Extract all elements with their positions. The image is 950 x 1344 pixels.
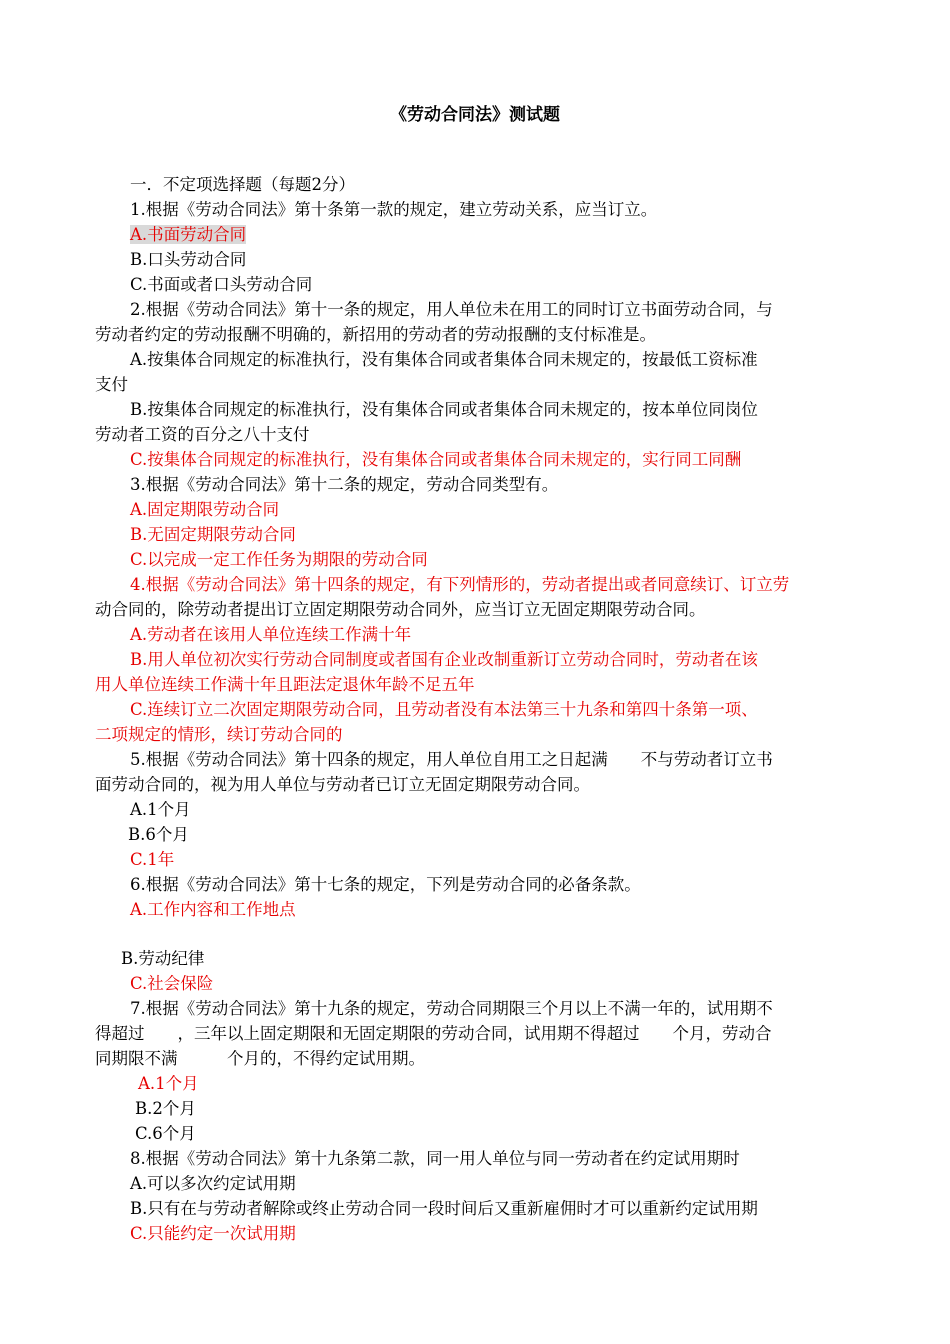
q2-option-b-cont: 劳动者工资的百分之八十支付 bbox=[95, 425, 310, 444]
q2-option-c: C.按集体合同规定的标准执行，没有集体合同或者集体合同未规定的，实行同工同酬 bbox=[130, 450, 742, 469]
question-7-cont-1: 得超过 ，三年以上固定期限和无固定期限的劳动合同，试用期不得超过 个月，劳动合 bbox=[95, 1024, 772, 1043]
question-7: 7.根据《劳动合同法》第十九条的规定，劳动合同期限三个月以上不满一年的，试用期不 bbox=[130, 999, 773, 1018]
q7-option-c: C.6个月 bbox=[135, 1124, 196, 1143]
question-3: 3.根据《劳动合同法》第十二条的规定，劳动合同类型有。 bbox=[130, 475, 559, 494]
q6-option-a: A.工作内容和工作地点 bbox=[130, 900, 296, 919]
q2-option-b: B.按集体合同规定的标准执行，没有集体合同或者集体合同未规定的，按本单位同岗位 bbox=[130, 400, 758, 419]
q2-option-a: A.按集体合同规定的标准执行，没有集体合同或者集体合同未规定的，按最低工资标准 bbox=[130, 350, 758, 369]
question-5-cont: 面劳动合同的，视为用人单位与劳动者已订立无固定期限劳动合同。 bbox=[95, 775, 590, 794]
q5-option-a: A.1个月 bbox=[130, 800, 191, 819]
q2-option-a-cont: 支付 bbox=[95, 375, 128, 394]
q1-option-c: C.书面或者口头劳动合同 bbox=[130, 275, 313, 294]
question-2-cont: 劳动者约定的劳动报酬不明确的，新招用的劳动者的劳动报酬的支付标准是。 bbox=[95, 325, 656, 344]
question-4-cont: 动合同的，除劳动者提出订立固定期限劳动合同外，应当订立无固定期限劳动合同。 bbox=[95, 600, 706, 619]
question-7-cont-2: 同期限不满 个月的，不得约定试用期。 bbox=[95, 1049, 425, 1068]
q6-option-b: B.劳动纪律 bbox=[121, 949, 205, 968]
question-6: 6.根据《劳动合同法》第十七条的规定，下列是劳动合同的必备条款。 bbox=[130, 875, 641, 894]
question-8: 8.根据《劳动合同法》第十九条第二款，同一用人单位与同一劳动者在约定试用期时 bbox=[130, 1149, 740, 1168]
question-4-text: 4.根据《劳动合同法》第十四条的规定，有下列情形的，劳动者提出或者同意续订、订立劳 bbox=[130, 575, 790, 594]
question-5: 5.根据《劳动合同法》第十四条的规定，用人单位自用工之日起满 不与劳动者订立书 bbox=[130, 750, 773, 769]
document-title: 《劳动合同法》测试题 bbox=[390, 105, 560, 125]
q8-option-c: C.只能约定一次试用期 bbox=[130, 1224, 296, 1243]
q8-option-b: B.只有在与劳动者解除或终止劳动合同一段时间后又重新雇佣时才可以重新约定试用期 bbox=[130, 1199, 758, 1218]
q4-option-b: B.用人单位初次实行劳动合同制度或者国有企业改制重新订立劳动合同时，劳动者在该 bbox=[130, 650, 758, 669]
q7-option-b: B.2个月 bbox=[135, 1099, 196, 1118]
q3-option-b: B.无固定期限劳动合同 bbox=[130, 525, 296, 544]
section-heading: 一．不定项选择题（每题2分） bbox=[130, 175, 355, 194]
q4-option-a: A.劳动者在该用人单位连续工作满十年 bbox=[130, 625, 412, 644]
q4-option-b-cont: 用人单位连续工作满十年且距法定退休年龄不足五年 bbox=[95, 675, 475, 694]
q6-option-c: C.社会保险 bbox=[130, 974, 214, 993]
q8-option-a: A.可以多次约定试用期 bbox=[130, 1174, 296, 1193]
q3-option-c: C.以完成一定工作任务为期限的劳动合同 bbox=[130, 550, 428, 569]
q4-option-c: C.连续订立二次固定期限劳动合同，且劳动者没有本法第三十九条和第四十条第一项、 bbox=[130, 700, 758, 719]
question-4 bbox=[130, 573, 895, 597]
q1-option-b: B.口头劳动合同 bbox=[130, 250, 247, 269]
question-2: 2.根据《劳动合同法》第十一条的规定，用人单位未在用工的同时订立书面劳动合同，与 bbox=[130, 300, 773, 319]
q4-option-c-cont: 二项规定的情形，续订劳动合同的 bbox=[95, 725, 343, 744]
q5-option-b: B.6个月 bbox=[128, 825, 189, 844]
q1-option-a bbox=[130, 223, 895, 247]
question-1: 1.根据《劳动合同法》第十条第一款的规定，建立劳动关系，应当订立。 bbox=[130, 200, 658, 219]
q5-option-c: C.1年 bbox=[130, 850, 175, 869]
q7-option-a: A.1个月 bbox=[138, 1074, 199, 1093]
q1-option-a-text: A.书面劳动合同 bbox=[130, 225, 247, 244]
q3-option-a: A.固定期限劳动合同 bbox=[130, 500, 280, 519]
